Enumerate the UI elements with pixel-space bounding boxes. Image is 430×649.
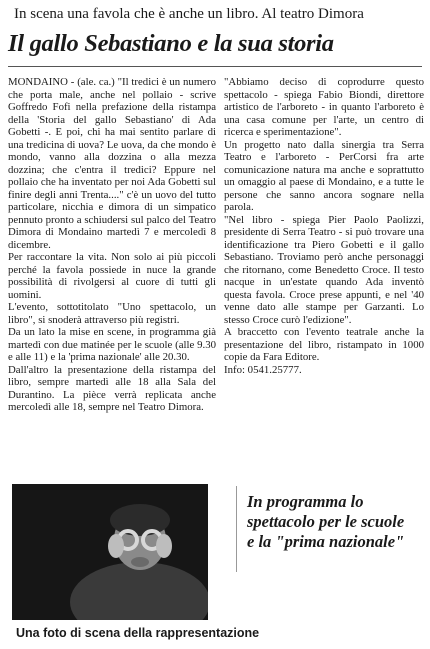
paragraph: Dall'altro la presentazione della ristampa del libro, sempre martedì alle 18 alla Sala del Durantino. La pièce verrà replicata anche mercoledì alle 18, sempre nel Teatro Dimora.: [8, 363, 216, 413]
paragraph: A braccetto con l'evento teatrale anche la presentazione del libro, ristampato in 1000 copie da Fara Editore.: [224, 326, 424, 363]
right-column: [224, 76, 424, 376]
paragraph: L'evento, sottotitolato "Uno spettacolo, un libro", si snoderà attraverso più registri.: [8, 301, 216, 326]
paragraph: MONDAINO - (ale. ca.) "Il tredici è un numero che porta male, anche nel pollaio - scrive Goffredo Fofi nella prefazione della ristampa della 'Storia del gallo Sebastiano' di Ada Gobetti -. E poi, chi ha mai sentito parlare di una tredicina di uova? Le uova, da che mondo è mondo, vanno alla dozzina o alla mezza dozzina; che c'entra il tredici? Eppure nel pollaio che ha inventato per noi Ada Gobetti sul finire degli anni Trenta...." c'è un uovo del tutto particolare, nicchia e dimora di un simpatico pennuto pronto a schiudersi sul palco del Teatro Dimora di Mondaino martedì 7 e mercoledì 8 dicembre.: [8, 76, 216, 251]
paragraph: Da un lato la mise en scene, in programma già martedì con due matinée per le scuole (alle 9.30 e alle 11) e la 'prima nazionale' alle 20.30.: [8, 326, 216, 363]
promo-box: [236, 486, 425, 572]
stage-photo-image: [12, 484, 208, 620]
promo-line: spettacolo per le scuole: [247, 512, 405, 531]
article-headline: Il gallo Sebastiano e la sua storia: [8, 30, 334, 57]
article-kicker: In scena una favola che è anche un libro. Al teatro Dimora: [14, 6, 364, 22]
photo-caption: Una foto di scena della rappresentazione: [16, 626, 260, 640]
stage-photo: [12, 484, 208, 620]
left-column: [8, 76, 216, 414]
promo-line: e la "prima nazionale": [247, 532, 405, 551]
paragraph: "Abbiamo deciso di coprodurre questo spettacolo - spiega Fabio Biondi, direttore artistico de l'arboreto - in quanto l'arboreto è una casa comune per l'arte, un centro di ricerca e sperimentazione".: [224, 76, 424, 138]
paragraph: "Nel libro - spiega Pier Paolo Paolizzi, presidente di Serra Teatro - si può trovare una identificazione tra Piero Gobetti e il gallo Sebastiano. Troviamo però anche personaggi che ritornano, come Benedetto Croce. Il testo nacque in un'estate quando Ada inventò questa favola. Croce prese appunti, e nel '40 venne dato alle stampe per Garzanti. Lo stesso Croce curò l'edizione".: [224, 213, 424, 326]
headline-divider: [8, 66, 422, 67]
promo-line: In programma lo: [247, 492, 364, 511]
paragraph: Per raccontare la vita. Non solo ai più piccoli perché la favola possiede in nuce la grande possibilità di rivolgersi al cuore di tutti gli uomini.: [8, 251, 216, 301]
info-line: Info: 0541.25777.: [224, 363, 302, 376]
paragraph: Un progetto nato dalla sinergia tra Serra Teatro e l'arboreto - PerCorsi fra arte comunicazione natura ma anche e soprattutto un omaggio al paese di Mondaino, e a tutte le persone che sanno ancora sognare nella parola.: [224, 138, 424, 213]
